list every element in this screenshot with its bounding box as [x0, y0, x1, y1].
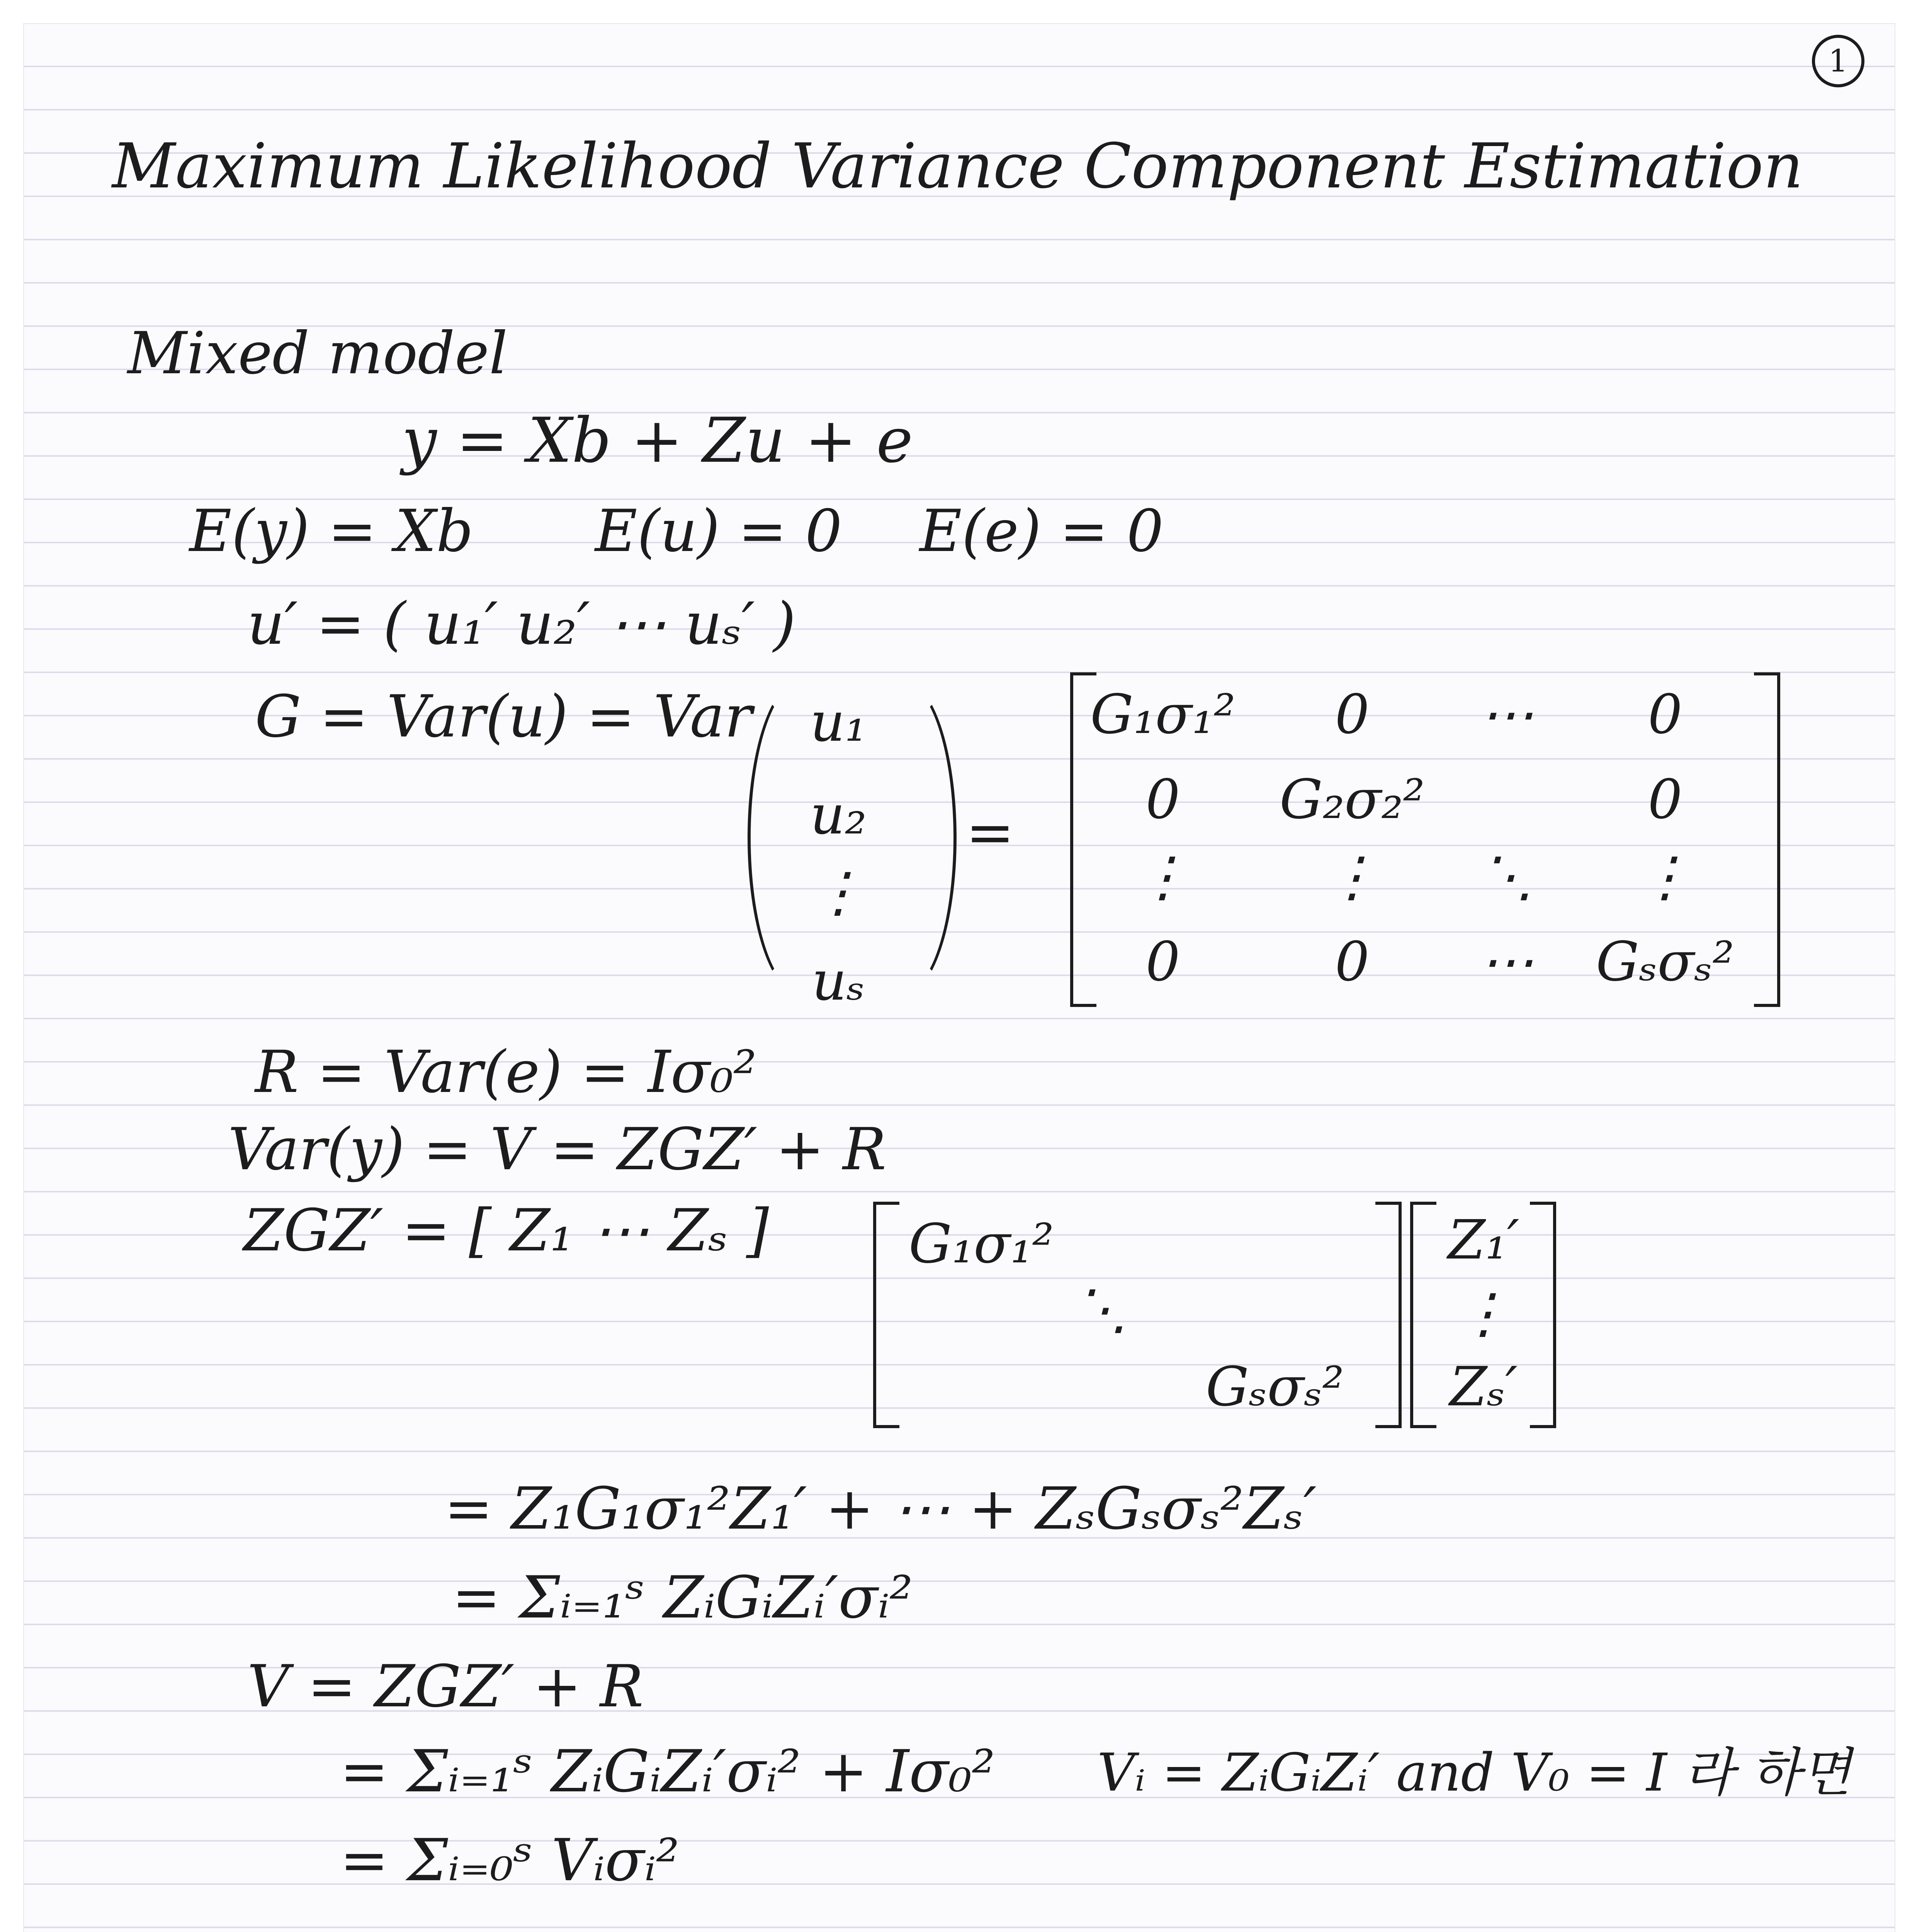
- g-matrix-cell: 0: [1648, 683, 1682, 746]
- g-matrix-cell: ⋮: [1136, 845, 1190, 908]
- g-matrix-cell: ⋯: [1480, 683, 1534, 746]
- mixed-model-equation: y = Xb + Zu + e: [402, 404, 913, 476]
- v-note: Vᵢ = ZᵢGᵢZᵢ′ and V₀ = I 라 하면: [1097, 1742, 1851, 1803]
- r-definition: R = Var(e) = Iσ₀²: [255, 1039, 757, 1106]
- g-matrix-cell: 0: [1145, 930, 1180, 993]
- v-line-1: V = ZGZ′ + R: [247, 1653, 644, 1720]
- g-definition-prefix: G = Var(u) = Var: [255, 683, 752, 750]
- u-vector-entry: u₂: [810, 784, 867, 847]
- block-diag-entry: ⋱: [1074, 1278, 1128, 1341]
- g-matrix-cell: 0: [1335, 930, 1370, 993]
- g-matrix-cell: ⋮: [1638, 845, 1692, 908]
- g-matrix-cell: Gₛσₛ²: [1596, 930, 1734, 993]
- g-matrix-cell: G₁σ₁²: [1090, 683, 1236, 746]
- block-diag-entry: Gₛσₛ²: [1206, 1355, 1344, 1418]
- block-diag-right-bracket: [1375, 1202, 1402, 1428]
- v-line-2: = Σᵢ₌₁ˢ ZᵢGᵢZᵢ′σᵢ² + Iσ₀²: [340, 1738, 995, 1805]
- mixed-model-heading: Mixed model: [127, 320, 508, 387]
- page-title: Maximum Likelihood Variance Component Estimation: [112, 130, 1803, 202]
- g-matrix-cell: 0: [1145, 768, 1180, 831]
- z-column-entry: Zₛ′: [1449, 1355, 1518, 1418]
- block-diag-entry: G₁σ₁²: [909, 1213, 1054, 1276]
- var-y-definition: Var(y) = V = ZGZ′ + R: [228, 1116, 887, 1183]
- zgz-expansion-2: = Σᵢ₌₁ˢ ZᵢGᵢZᵢ′σᵢ²: [452, 1564, 913, 1631]
- zgz-prefix: ZGZ′ = [ Z₁ ⋯ Zₛ ]: [243, 1197, 769, 1264]
- u-vector-entry: ⋮: [811, 861, 865, 924]
- u-vector-entry: uₛ: [812, 950, 865, 1013]
- expectation-y: E(y) = Xb: [189, 498, 474, 565]
- zgz-expansion-1: = Z₁G₁σ₁²Z₁′ + ⋯ + ZₛGₛσₛ²Zₛ′: [444, 1475, 1317, 1543]
- block-diag-left-bracket: [873, 1202, 899, 1428]
- z-column-entry: Z₁′: [1448, 1209, 1519, 1272]
- page-number: 1: [1812, 35, 1864, 87]
- equals-sign: =: [966, 799, 1015, 866]
- expectation-e: E(e) = 0: [919, 498, 1164, 565]
- v-line-3: = Σᵢ₌₀ˢ Vᵢσᵢ²: [340, 1827, 680, 1894]
- expectation-u: E(u) = 0: [595, 498, 842, 565]
- g-matrix-cell: G₂σ₂²: [1280, 768, 1425, 831]
- g-matrix-cell: ⋮: [1325, 845, 1379, 908]
- u-transpose-def: u′ = ( u₁′ u₂′ ⋯ uₛ′ ): [247, 590, 796, 658]
- z-column-entry: ⋮: [1456, 1282, 1511, 1345]
- g-matrix-cell: ⋱: [1480, 845, 1534, 908]
- g-matrix-cell: 0: [1335, 683, 1370, 746]
- g-matrix-cell: ⋯: [1480, 930, 1534, 993]
- g-matrix-right-bracket: [1754, 672, 1780, 1007]
- g-matrix-cell: 0: [1648, 768, 1682, 831]
- u-vector-entry: u₁: [810, 691, 867, 754]
